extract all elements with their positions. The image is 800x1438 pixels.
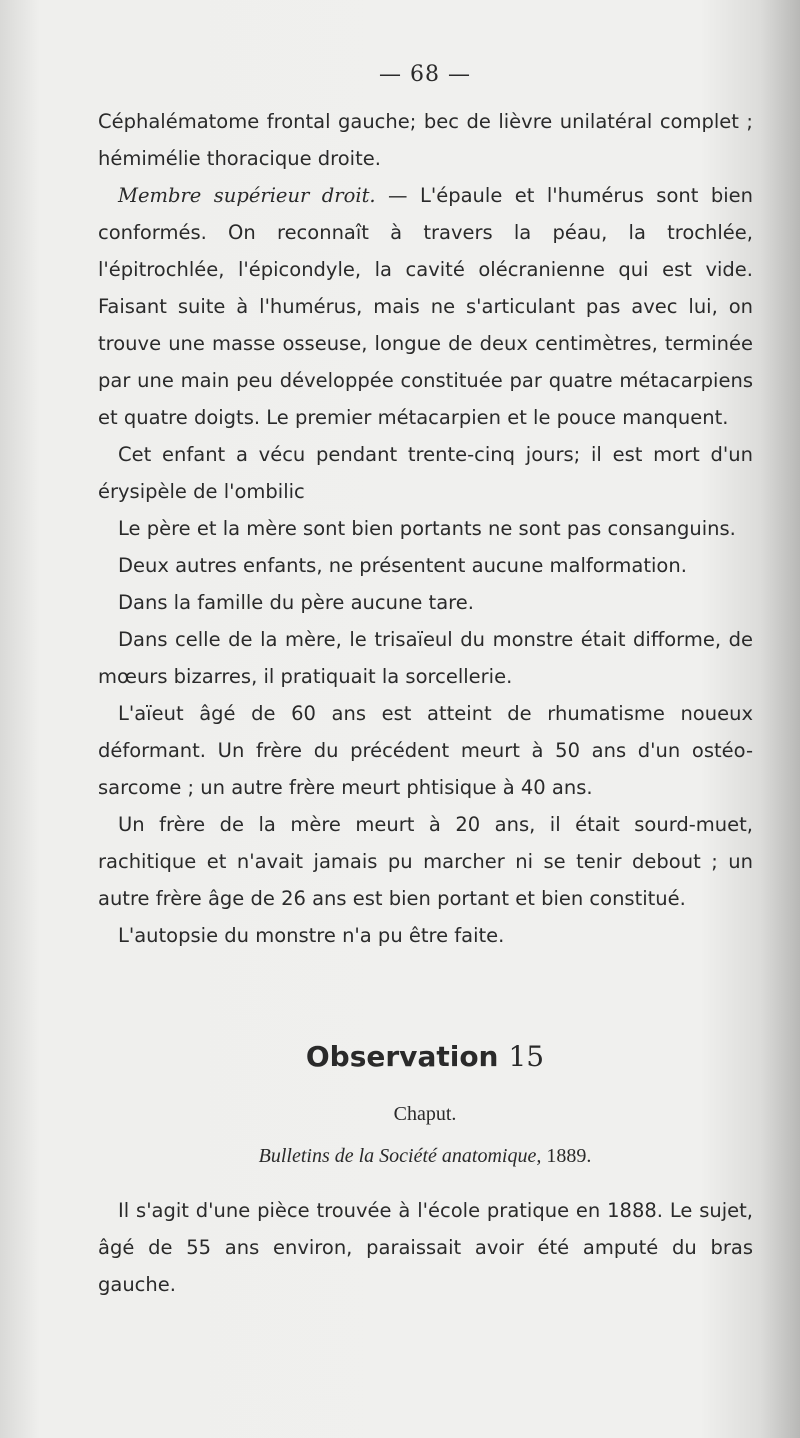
paragraph: Deux autres enfants, ne présentent aucune malformation. xyxy=(118,554,687,577)
observation-title: Observation xyxy=(305,1040,499,1073)
paragraph: Dans la famille du père aucune tare. xyxy=(118,591,474,614)
observation-number: 15 xyxy=(508,1040,545,1073)
paragraph-lead: Membre supérieur droit. xyxy=(118,184,376,207)
body-text xyxy=(98,103,753,954)
paragraph: Dans celle de la mère, le trisaïeul du monstre était difforme, de mœurs bizarres, il pratiquait la sorcellerie. xyxy=(98,628,753,688)
paragraph: Il s'agit d'une pièce trouvée à l'école pratique en 1888. Le sujet, âgé de 55 ans environ, paraissait avoir été amputé du bras gauche. xyxy=(98,1199,753,1296)
paragraph: L'autopsie du monstre n'a pu être faite. xyxy=(118,924,505,947)
paragraph: L'aïeut âgé de 60 ans est atteint de rhumatisme noueux déformant. Un frère du précédent meurt à 50 ans d'un ostéo-sarcome ; un autre frère meurt phtisique à 40 ans. xyxy=(98,702,753,799)
paragraph xyxy=(98,177,753,436)
observation-heading xyxy=(0,1040,800,1073)
paragraph: Un frère de la mère meurt à 20 ans, il était sourd-muet, rachitique et n'avait jamais pu marcher ni se tenir debout ; un autre frère âge de 26 ans est bien portant et bien constitué. xyxy=(98,813,753,910)
source-title: Bulletins de la Société anatomique, xyxy=(258,1145,542,1167)
page-number: — 68 — xyxy=(379,62,471,87)
observation-author: Chaput. xyxy=(393,1103,457,1125)
paragraph: Cet enfant a vécu pendant trente-cinq jours; il est mort d'un érysipèle de l'ombilic xyxy=(98,443,753,503)
observation-body xyxy=(98,1192,753,1303)
source-year: 1889. xyxy=(541,1145,592,1167)
paragraph: Céphalématome frontal gauche; bec de lièvre unilatéral complet ; hémimélie thoracique droite. xyxy=(98,110,753,170)
paragraph-text: — L'épaule et l'humérus sont bien conformés. On reconnaît à travers la péau, la trochlée, l'épitrochlée, l'épicondyle, la cavité olécranienne qui est vide. Faisant suite à l'humérus, mais ne s'articulant pas avec lui, on trouve une masse osseuse, longue de deux centimètres, terminée par une main peu développée constituée par quatre métacarpiens et quatre doigts. Le premier métacarpien et le pouce manquent. xyxy=(98,184,753,429)
paragraph: Le père et la mère sont bien portants ne sont pas consanguins. xyxy=(118,517,736,540)
observation-source xyxy=(0,1145,800,1168)
